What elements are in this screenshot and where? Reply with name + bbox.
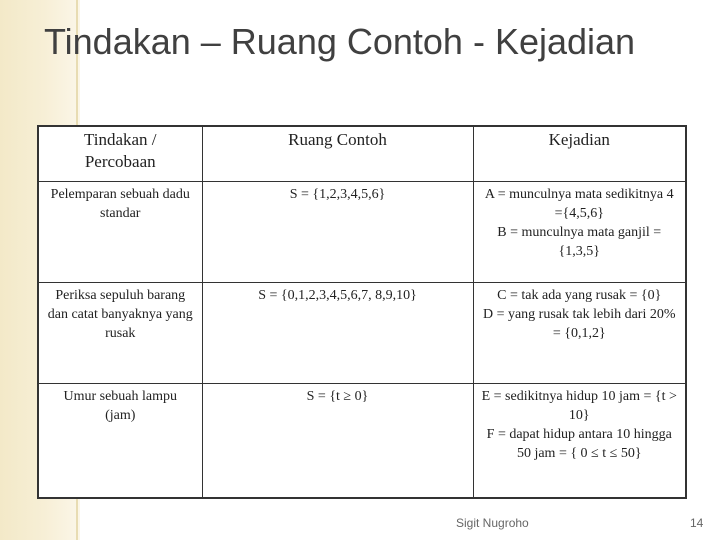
action-cell: Pelemparan sebuah dadu standar (38, 181, 202, 282)
header-action: Tindakan / Percobaan (38, 126, 202, 181)
event-text: C = tak ada yang rusak = {0} (497, 287, 662, 303)
events-cell (473, 181, 686, 282)
table-row (38, 181, 686, 282)
sample-space-cell: S = {1,2,3,4,5,6} (202, 181, 473, 282)
slide-title: Tindakan – Ruang Contoh - Kejadian (44, 21, 636, 62)
footer-author: Sigit Nugroho (456, 516, 529, 530)
sample-space-cell: S = {t ≥ 0} (202, 383, 473, 498)
page-number: 14 (690, 516, 704, 530)
event-text: E = sedikitnya hidup 10 jam = {t > 10} (481, 388, 677, 423)
event-text: D = yang rusak tak lebih dari 20% = {0,1,2} (482, 306, 676, 341)
table-row (38, 282, 686, 383)
events-cell (473, 383, 686, 498)
event-text: F = dapat hidup antara 10 hingga 50 jam = { 0 ≤ t ≤ 50} (486, 426, 672, 461)
event-table (37, 125, 687, 499)
event-text: A = munculnya mata sedikitnya 4 ={4,5,6} (484, 186, 674, 221)
sample-space-cell: S = {0,1,2,3,4,5,6,7, 8,9,10} (202, 282, 473, 383)
header-events: Kejadian (473, 126, 686, 181)
action-cell: Periksa sepuluh barang dan catat banyaknya yang rusak (38, 282, 202, 383)
header-sample-space: Ruang Contoh (202, 126, 473, 181)
event-text: B = munculnya mata ganjil = {1,3,5} (497, 224, 662, 259)
table-row (38, 383, 686, 498)
action-cell: Umur sebuah lampu (jam) (38, 383, 202, 498)
table-header-row (38, 126, 686, 181)
events-cell (473, 282, 686, 383)
